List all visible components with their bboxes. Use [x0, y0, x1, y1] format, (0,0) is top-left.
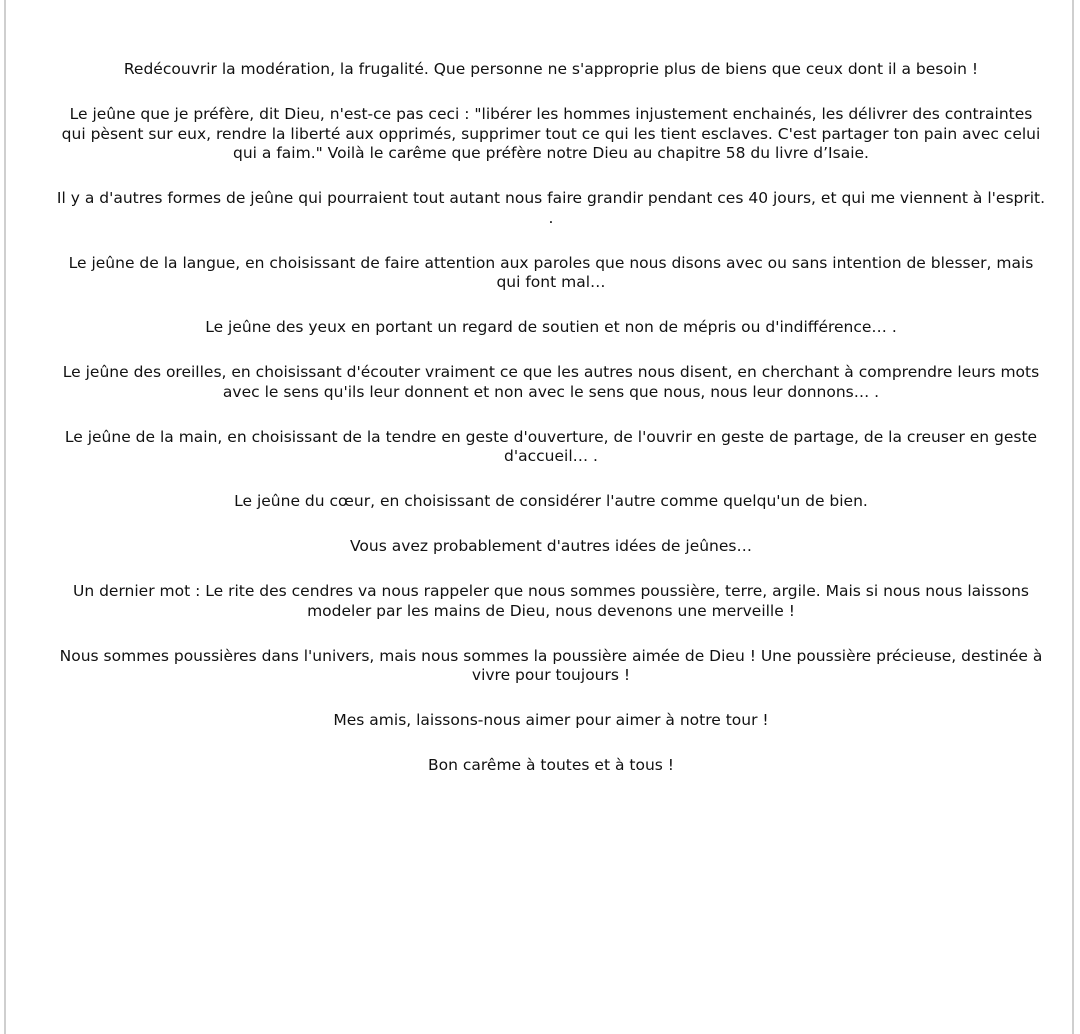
paragraph: Le jeûne de la main, en choisissant de la tendre en geste d'ouverture, de l'ouvrir en geste de partage, de la creuser en geste d'accueil… .	[64, 427, 1038, 465]
paragraph: Il y a d'autres formes de jeûne qui pourraient tout autant nous faire grandir pendant ces 40 jours, et qui me viennent à l'esprit. .	[56, 189, 1046, 227]
paragraph: Vous avez probablement d'autres idées de jeûnes…	[349, 537, 752, 555]
paragraph: Le jeûne de la langue, en choisissant de faire attention aux paroles que nous disons avec ou sans intention de blesser, mais qui font mal…	[68, 253, 1034, 291]
paragraph: Le jeûne des oreilles, en choisissant d'écouter vraiment ce que les autres nous disent, en cherchant à comprendre leurs mots avec le sens qu'ils leur donnent et non avec le sens que nous, nous leur donnons… .	[62, 363, 1040, 401]
paragraph: Nous sommes poussières dans l'univers, mais nous sommes la poussière aimée de Dieu ! Une poussière précieuse, destinée à vivre pour toujours !	[59, 646, 1043, 684]
paragraph: Un dernier mot : Le rite des cendres va nous rappeler que nous sommes poussière, terre, argile. Mais si nous nous laissons modeler par les mains de Dieu, nous devenons une merveille !	[72, 582, 1030, 620]
paragraph: Le jeûne du cœur, en choisissant de considérer l'autre comme quelqu'un de bien.	[234, 492, 868, 510]
document-page	[4, 0, 1074, 1034]
document-body	[56, 60, 1046, 801]
paragraph: Mes amis, laissons-nous aimer pour aimer à notre tour !	[333, 711, 769, 729]
paragraph: Bon carême à toutes et à tous !	[427, 756, 674, 774]
paragraph: Le jeûne des yeux en portant un regard de soutien et non de mépris ou d'indifférence… .	[205, 318, 897, 336]
paragraph: Le jeûne que je préfère, dit Dieu, n'est-ce pas ceci : "libérer les hommes injustement enchainés, les délivrer des contraintes qui pèsent sur eux, rendre la liberté aux opprimés, supprimer tout ce qui les tient esclaves. C'est partager ton pain avec celui qui a faim." Voilà le carême que préfère notre Dieu au chapitre 58 du livre d’Isaie.	[61, 105, 1041, 162]
paragraph: Redécouvrir la modération, la frugalité. Que personne ne s'approprie plus de biens que ceux dont il a besoin !	[123, 60, 979, 78]
